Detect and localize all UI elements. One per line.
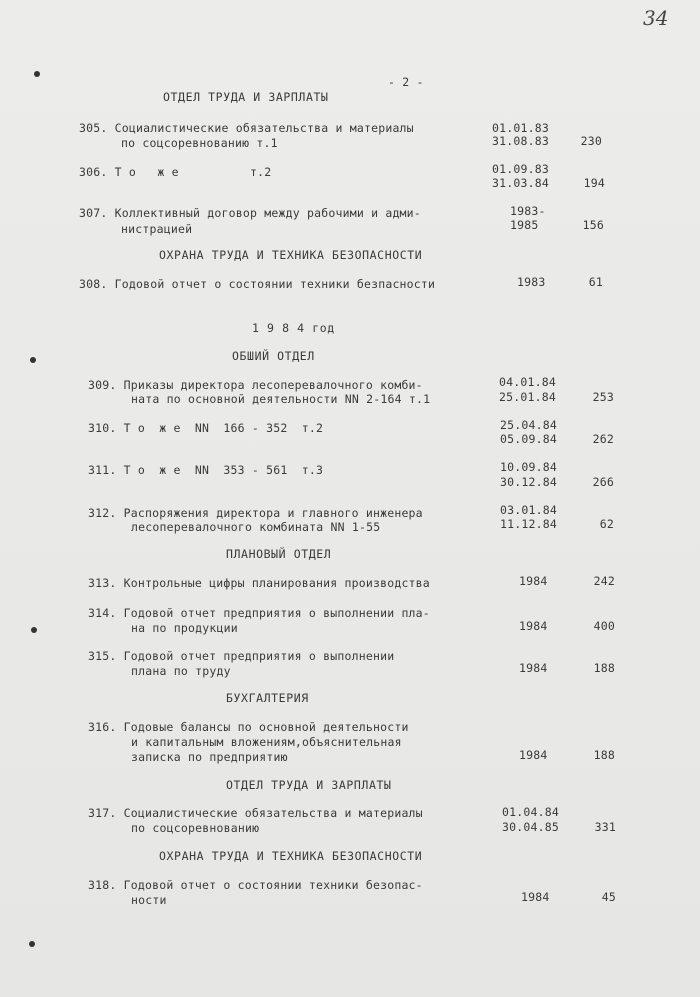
entry-date-start: 1983- [510, 204, 546, 218]
entry-title-cont: на по продукции [131, 621, 238, 635]
entry-title: 309. Приказы директора лесоперевалочного комби- [88, 378, 423, 392]
entry-title: 316. Годовые балансы по основной деятельности [88, 720, 409, 734]
entry-title: 306. Т о ж е т.2 [79, 165, 272, 179]
folio-number: 34 [643, 6, 669, 30]
section-heading: ПЛАНОВЫЙ ОТДЕЛ [226, 547, 332, 561]
section-heading: ОХРАНА ТРУДА И ТЕХНИКА БЕЗОПАСНОСТИ [159, 248, 423, 262]
entry-title-cont: нистрацией [121, 222, 193, 236]
punch-hole [34, 71, 40, 77]
entry-sheets: 188 [593, 748, 615, 762]
entry-date-start: 25.04.84 [500, 418, 557, 432]
entry-date-end: 31.03.84 [492, 176, 549, 190]
entry-sheets: 242 [593, 574, 615, 588]
section-heading: ОТДЕЛ ТРУДА И ЗАРПЛАТЫ [226, 778, 392, 792]
entry-title: 317. Социалистические обязательства и материалы [88, 806, 423, 820]
entry-date: 1984 [519, 661, 548, 675]
entry-title-cont: по соцсоревнованию т.1 [121, 136, 278, 150]
entry-title: 314. Годовой отчет предприятия о выполнении пла- [88, 606, 430, 620]
entry-sheets: 62 [599, 517, 614, 531]
entry-title-cont: плана по труду [131, 664, 231, 678]
entry-title: 305. Социалистические обязательства и материалы [79, 121, 414, 135]
entry-sheets: 194 [583, 176, 605, 190]
entry-sheets: 61 [588, 275, 603, 289]
entry-sheets: 156 [582, 218, 604, 232]
punch-hole [30, 357, 36, 363]
entry-title: 313. Контрольные цифры планирования производства [88, 576, 430, 590]
entry-date: 1984 [519, 619, 548, 633]
entry-sheets: 262 [592, 432, 614, 446]
entry-title: 310. Т о ж е NN 166 - 352 т.2 [88, 421, 324, 435]
entry-sheets: 266 [592, 475, 614, 489]
punch-hole [29, 941, 35, 947]
entry-title-cont: по соцсоревнованию [131, 821, 260, 835]
section-heading: БУХГАЛТЕРИЯ [226, 691, 309, 705]
section-heading: ОХРАНА ТРУДА И ТЕХНИКА БЕЗОПАСНОСТИ [159, 849, 423, 863]
entry-title-cont: ната по основной деятельности NN 2-164 т.1 [131, 392, 431, 406]
entry-date-start: 10.09.84 [500, 460, 557, 474]
section-heading: ОТДЕЛ ТРУДА И ЗАРПЛАТЫ [163, 90, 329, 104]
entry-title: 307. Коллективный договор между рабочими и адми- [79, 206, 421, 220]
punch-hole [31, 627, 37, 633]
entry-title: 308. Годовой отчет о состоянии техники безпасности [79, 277, 436, 291]
entry-date-end: 30.12.84 [500, 475, 557, 489]
entry-title-cont: лесоперевалочного комбината NN 1-55 [131, 520, 381, 534]
entry-title: 318. Годовой отчет о состоянии техники безопас- [88, 878, 423, 892]
entry-date-start: 01.01.83 [492, 121, 549, 135]
entry-title-cont: и капитальным вложениям,объяснительная [131, 735, 402, 749]
entry-date: 1984 [519, 748, 548, 762]
entry-date-start: 01.04.84 [502, 805, 559, 819]
section-heading: ОБШИЙ ОТДЕЛ [232, 349, 315, 363]
entry-sheets: 253 [592, 390, 614, 404]
entry-sheets: 400 [593, 619, 615, 633]
entry-date-end: 05.09.84 [500, 432, 557, 446]
entry-sheets: 230 [580, 134, 602, 148]
entry-date: 1983 [517, 275, 546, 289]
year-heading: 1 9 8 4 год [252, 321, 335, 335]
entry-date-end: 1985 [510, 218, 539, 232]
entry-date-end: 11.12.84 [500, 517, 557, 531]
entry-date-start: 03.01.84 [500, 503, 557, 517]
entry-title: 315. Годовой отчет предприятия о выполнении [88, 649, 395, 663]
page-number: - 2 - [388, 75, 424, 89]
entry-date-start: 04.01.84 [499, 375, 556, 389]
entry-title-cont: записка по предприятию [131, 750, 288, 764]
entry-date-end: 25.01.84 [499, 390, 556, 404]
entry-date-end: 31.08.83 [492, 134, 549, 148]
entry-date-start: 01.09.83 [492, 162, 549, 176]
entry-sheets: 188 [593, 661, 615, 675]
entry-date: 1984 [519, 574, 548, 588]
entry-title: 312. Распоряжения директора и главного инженера [88, 506, 423, 520]
entry-title: 311. Т о ж е NN 353 - 561 т.3 [88, 463, 324, 477]
entry-date-end: 30.04.85 [502, 820, 559, 834]
entry-title-cont: ности [131, 893, 167, 907]
entry-sheets: 45 [601, 890, 616, 904]
entry-sheets: 331 [594, 820, 616, 834]
entry-date: 1984 [521, 890, 550, 904]
